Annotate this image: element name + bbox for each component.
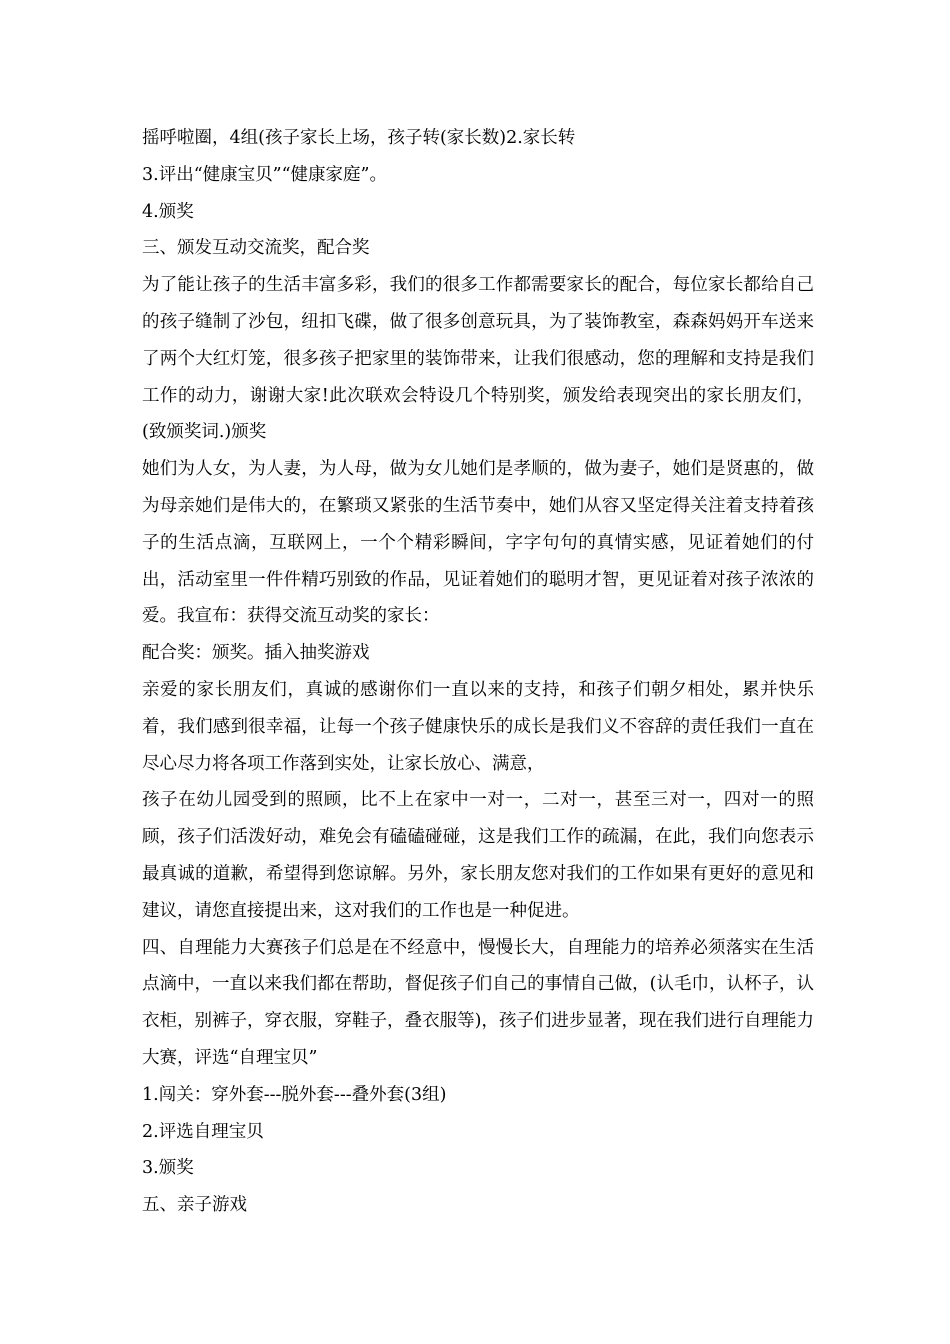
section-heading-4-self-care: 四、自理能力大赛孩子们总是在不经意中，慢慢长大，自理能力的培养必须落实在生活点滴中，一直以来我们都在帮助，督促孩子们自己的事情自己做，(认毛巾，认杯子，认衣柜，别裤子，穿衣服，穿鞋子，叠衣服等)，孩子们进步显著，现在我们进行自理能力大赛，评选“自理宝贝” [142, 937, 814, 1068]
list-item-award-ceremony: 3.颁奖 [142, 1158, 194, 1179]
paragraph-health-awards: 3.评出“健康宝贝”“健康家庭”。 [142, 164, 387, 185]
document-body [142, 120, 814, 1224]
paragraph-parent-cooperation: 为了能让孩子的生活丰富多彩，我们的很多工作都需要家长的配合，每位家长都给自己的孩子缝制了沙包，纽扣飞碟，做了很多创意玩具，为了装饰教室，森森妈妈开车送来了两个大红灯笼，很多孩子把家里的装饰带来，让我们很感动，您的理解和支持是我们工作的动力，谢谢大家!此次联欢会特设几个特别奖，颁发给表现突出的家长朋友们，(致颁奖词.)颁奖 [142, 275, 814, 443]
section-heading-5: 五、亲子游戏 [142, 1195, 247, 1216]
list-item-select-winners: 2.评选自理宝贝 [142, 1121, 264, 1142]
paragraph-hula-hoop: 摇呼啦圈，4组(孩子家长上场，孩子转(家长数)2.家长转 [142, 128, 576, 148]
paragraph-award-ceremony-1: 4.颁奖 [142, 201, 194, 222]
list-item-challenge: 1.闯关：穿外套---脱外套---叠外套(3组) [142, 1084, 447, 1105]
paragraph-cooperation-award: 配合奖：颁奖。插入抽奖游戏 [142, 643, 370, 664]
section-heading-3: 三、颁发互动交流奖，配合奖 [142, 238, 370, 259]
paragraph-apology: 孩子在幼儿园受到的照顾，比不上在家中一对一，二对一，甚至三对一，四对一的照顾，孩子们活泼好动，难免会有磕磕碰碰，这是我们工作的疏漏，在此，我们向您表示最真诚的道歉，希望得到您谅解。另外，家长朋友您对我们的工作如果有更好的意见和建议，请您直接提出来，这对我们的工作也是一种促进。 [142, 790, 814, 921]
paragraph-mothers-tribute: 她们为人女，为人妻，为人母，做为女儿她们是孝顺的，做为妻子，她们是贤惠的，做为母亲她们是伟大的，在繁琐又紧张的生活节奏中，她们从容又坚定得关注着支持着孩子的生活点滴，互联网上，一个个精彩瞬间，字字句句的真情实感，见证着她们的付出，活动室里一件件精巧别致的作品，见证着她们的聪明才智，更见证着对孩子浓浓的爱。我宣布：获得交流互动奖的家长： [142, 459, 814, 627]
paragraph-thanks-parents: 亲爱的家长朋友们，真诚的感谢你们一直以来的支持，和孩子们朝夕相处，累并快乐着，我们感到很幸福，让每一个孩子健康快乐的成长是我们义不容辞的责任我们一直在尽心尽力将各项工作落到实处，让家长放心、满意， [142, 679, 814, 774]
